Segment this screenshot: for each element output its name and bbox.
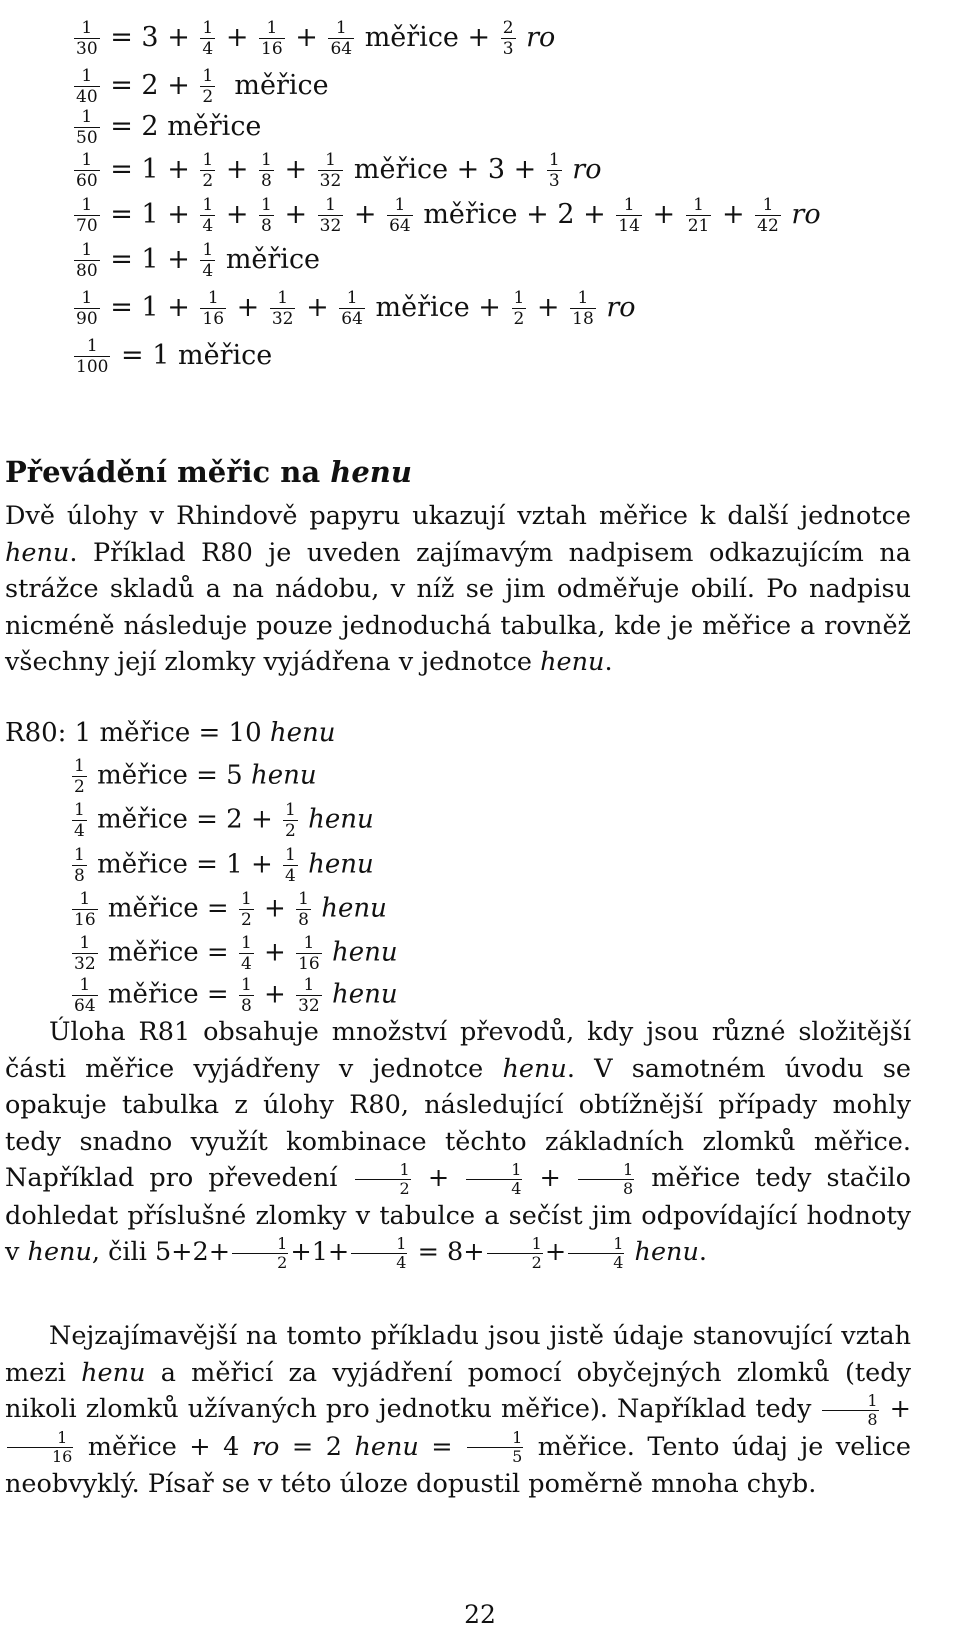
lhs-fraction: $\frac{1}{30}$	[76, 18, 98, 59]
r80-row: $\frac{1}{64}$ měřice = $\frac{1}{8}$ + $\frac{1}{32}$ henu	[74, 975, 398, 1016]
fraction: $\frac{1}{8}$	[298, 889, 309, 930]
lhs-fraction: $\frac{1}{8}$	[74, 845, 85, 886]
fraction: $\frac{1}{16}$	[298, 933, 320, 974]
r80-row: R80: 1 měřice = 10 henu	[5, 718, 336, 748]
fraction: $\frac{1}{16}$	[261, 18, 283, 59]
fraction: $\frac{1}{2}$	[513, 288, 525, 329]
section-heading: Převádění měřic na henu	[5, 455, 412, 489]
lhs-fraction: $\frac{1}{40}$	[76, 66, 98, 107]
lhs-fraction: $\frac{1}{16}$	[74, 889, 96, 930]
fraction: $\frac{1}{8}$	[578, 1161, 634, 1198]
fraction: $\frac{1}{5}$	[467, 1429, 523, 1466]
ro-equation: $\frac{1}{100}$ = 1 měřice	[76, 336, 273, 377]
ro-equation: $\frac{1}{80}$ = 1 + $\frac{1}{4}$ měřice	[76, 240, 321, 281]
fraction: $\frac{2}{3}$	[502, 18, 514, 59]
ro-equation: $\frac{1}{60}$ = 1 + $\frac{1}{2}$ + $\frac{1}{8}$ + $\frac{1}{32}$ měřice + 3 + $\frac{1}{3}$ ro	[76, 150, 602, 191]
fraction: $\frac{1}{4}$	[202, 18, 214, 59]
r80-row: $\frac{1}{32}$ měřice = $\frac{1}{4}$ + $\frac{1}{16}$ henu	[74, 933, 398, 974]
lhs-fraction: $\frac{1}{60}$	[76, 150, 98, 191]
fraction: $\frac{1}{4}$	[351, 1235, 407, 1272]
r81-paragraph: Úloha R81 obsahuje množství převodů, kdy jsou různé složitější části měřice vyjádřeny v jednotce henu. V samotném úvodu se opakuje tabulka z úlohy R80, následující obtížnější případy mohly tedy snadno využít kombinace těchto základních zlomků měřice. Například pro převedení $\frac{1}{2}$ + $\frac{1}{4}$ + $\frac{1}{8}$ měřice tedy stačilo dohledat příslušné zlomky v tabulce a sečíst jim odpovídající hodnoty v henu, čili 5+2+ $\frac{1}{2}$ +1+ $\frac{1}{4}$ = 8+ $\frac{1}{2}$ + $\frac{1}{4}$ henu.	[5, 1017, 912, 1272]
fraction: $\frac{1}{14}$	[618, 195, 640, 236]
ro-equation: $\frac{1}{70}$ = 1 + $\frac{1}{4}$ + $\frac{1}{8}$ + $\frac{1}{32}$ + $\frac{1}{64}$ měřice + 2 + $\frac{1}{14}$ + $\frac{1}{21}$ + $\frac{1}{42}$ ro	[76, 195, 821, 236]
fraction: $\frac{1}{8}$	[240, 975, 252, 1016]
fraction: $\frac{1}{42}$	[757, 195, 779, 236]
fraction: $\frac{1}{8}$	[261, 150, 272, 191]
fraction: $\frac{1}{4}$	[466, 1161, 522, 1198]
fraction: $\frac{1}{64}$	[341, 288, 363, 329]
lhs-fraction: $\frac{1}{80}$	[76, 240, 98, 281]
fraction: $\frac{1}{64}$	[389, 195, 411, 236]
fraction: $\frac{1}{4}$	[285, 845, 296, 886]
fraction: $\frac{1}{8}$	[822, 1392, 878, 1429]
fraction: $\frac{1}{64}$	[330, 18, 353, 59]
fraction: $\frac{1}{2}$	[202, 66, 214, 107]
ro-equation: $\frac{1}{30}$ = 3 + $\frac{1}{4}$ + $\frac{1}{16}$ + $\frac{1}{64}$ měřice + $\frac{2}{3}$ ro	[76, 18, 556, 59]
lhs-fraction: $\frac{1}{4}$	[74, 800, 85, 841]
fraction: $\frac{1}{16}$	[7, 1429, 73, 1466]
fraction: $\frac{1}{8}$	[261, 195, 272, 236]
lhs-fraction: $\frac{1}{32}$	[74, 933, 96, 974]
fraction: $\frac{1}{32}$	[319, 195, 342, 236]
lhs-fraction: $\frac{1}{100}$	[76, 336, 109, 377]
fraction: $\frac{1}{4}$	[568, 1235, 624, 1272]
r80-row: $\frac{1}{8}$ měřice = 1 + $\frac{1}{4}$ henu	[74, 845, 374, 886]
lhs-fraction: $\frac{1}{64}$	[74, 975, 96, 1016]
fraction: $\frac{1}{2}$	[240, 889, 252, 930]
fraction: $\frac{1}{4}$	[202, 195, 214, 236]
fraction: $\frac{1}{32}$	[271, 288, 294, 329]
fraction: $\frac{1}{2}$	[232, 1235, 288, 1272]
lhs-fraction: $\frac{1}{70}$	[76, 195, 98, 236]
lhs-fraction: $\frac{1}{2}$	[74, 756, 85, 797]
lhs-fraction: $\frac{1}{50}$	[76, 107, 98, 148]
fraction: $\frac{1}{16}$	[202, 288, 225, 329]
lhs-fraction: $\frac{1}{90}$	[76, 288, 98, 329]
ro-equation: $\frac{1}{50}$ = 2 měřice	[76, 107, 262, 148]
intro-paragraph: Dvě úlohy v Rhindově papyru ukazují vztah měřice k další jednotce henu. Příklad R80 je uveden zajímavým nadpisem odkazujícím na strážce skladů a na nádobu, v níž se jim odměřuje obilí. Po nadpisu nicméně následuje pouze jednoduchá tabulka, kde je měřice a rovněž všechny její zlomky vyjádřena v jednotce henu.	[5, 501, 911, 677]
fraction: $\frac{1}{2}$	[487, 1235, 543, 1272]
ro-equation: $\frac{1}{90}$ = 1 + $\frac{1}{16}$ + $\frac{1}{32}$ + $\frac{1}{64}$ měřice + $\frac{1}{2}$ + $\frac{1}{18}$ ro	[76, 288, 636, 329]
fraction: $\frac{1}{32}$	[298, 975, 320, 1016]
ro-equation: $\frac{1}{40}$ = 2 + $\frac{1}{2}$ měřice	[76, 66, 329, 107]
fraction: $\frac{1}{18}$	[572, 288, 594, 329]
closing-paragraph: Nejzajímavější na tomto příkladu jsou jistě údaje stanovující vztah mezi henu a měřicí za vyjádření pomocí obyčejných zlomků (tedy nikoli zlomků užívaných pro jednotku měřice). Například tedy $\frac{1}{8}$ + $\frac{1}{16}$ měřice + 4 ro = 2 henu = $\frac{1}{5}$ měřice. Tento údaj je velice neobvyklý. Písař se v této úloze dopustil poměrně mnoha chyb.	[5, 1321, 911, 1499]
r80-row: $\frac{1}{16}$ měřice = $\frac{1}{2}$ + $\frac{1}{8}$ henu	[74, 889, 387, 930]
fraction: $\frac{1}{2}$	[202, 150, 214, 191]
r80-row: $\frac{1}{4}$ měřice = 2 + $\frac{1}{2}$ henu	[74, 800, 374, 841]
r80-row: $\frac{1}{2}$ měřice = 5 henu	[74, 756, 317, 797]
fraction: $\frac{1}{2}$	[355, 1161, 411, 1198]
fraction: $\frac{1}{32}$	[319, 150, 342, 191]
fraction: $\frac{1}{21}$	[687, 195, 710, 236]
fraction: $\frac{1}{3}$	[548, 150, 560, 191]
fraction: $\frac{1}{4}$	[202, 240, 214, 281]
fraction: $\frac{1}{4}$	[240, 933, 252, 974]
fraction: $\frac{1}{2}$	[285, 800, 296, 841]
page-number: 22	[464, 1600, 496, 1629]
